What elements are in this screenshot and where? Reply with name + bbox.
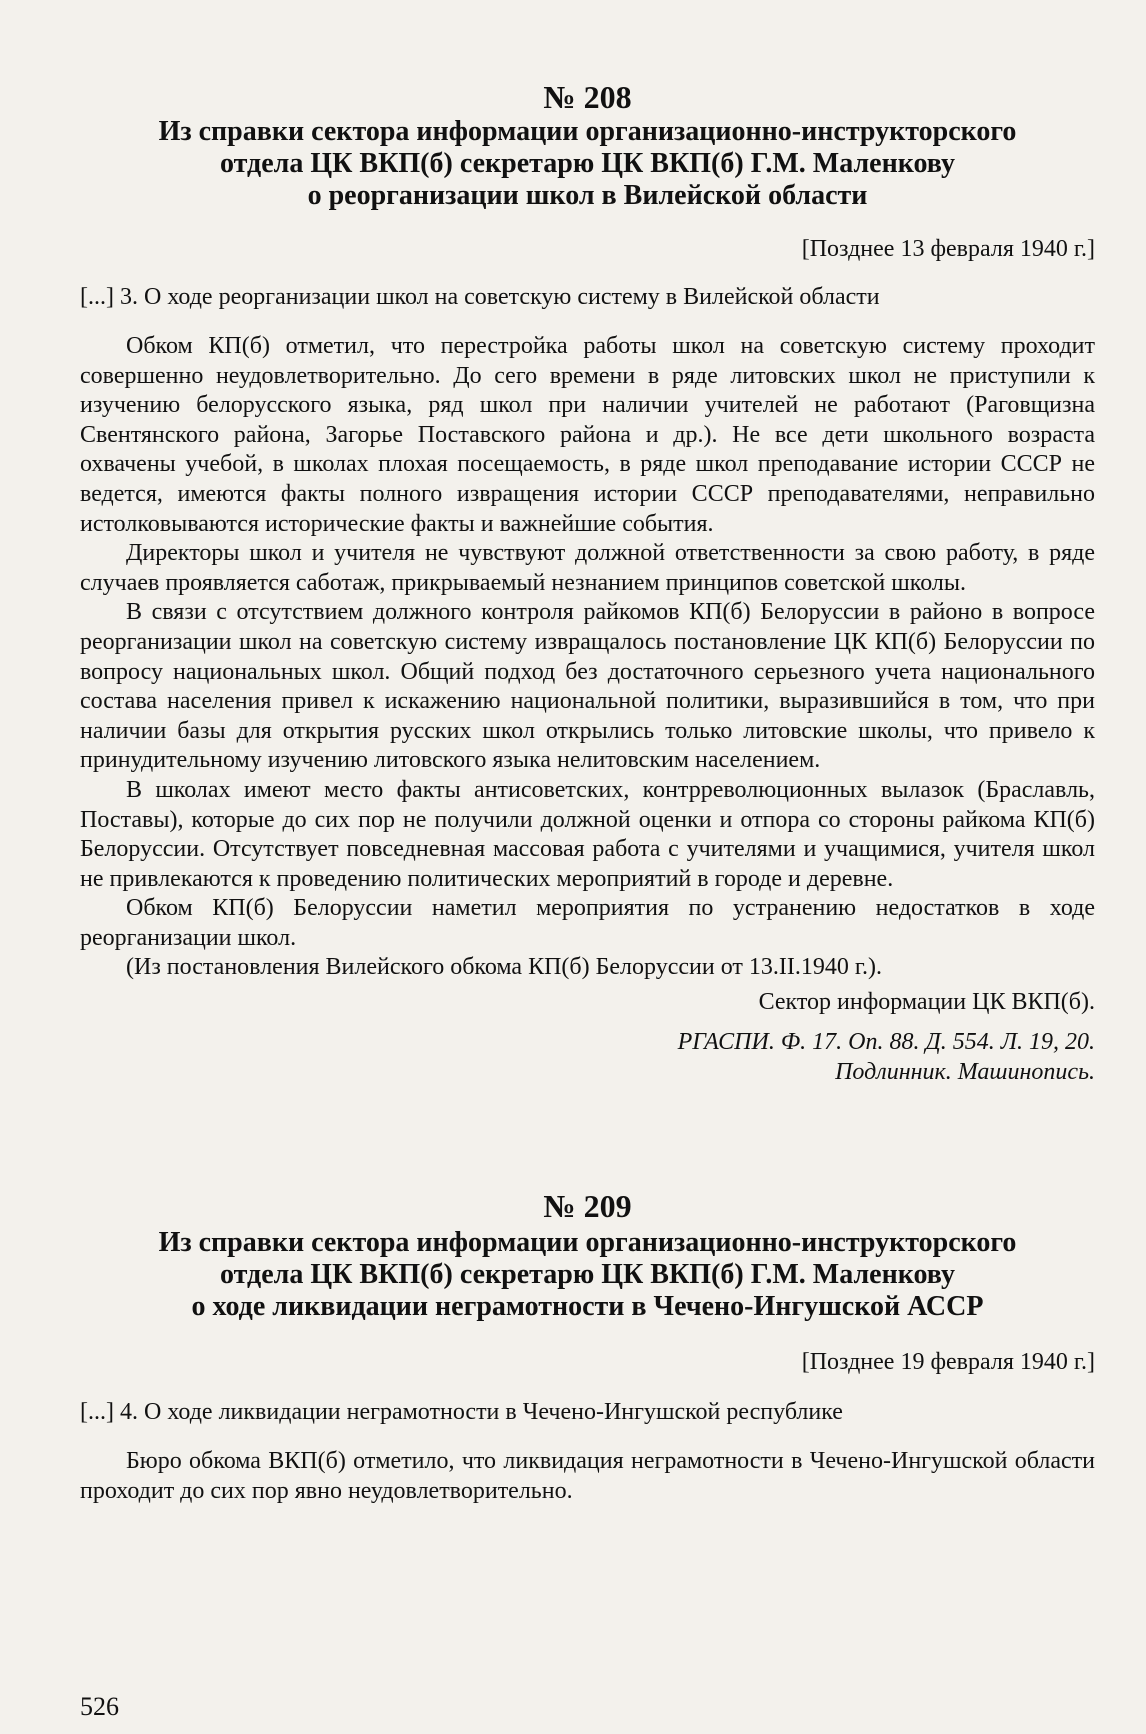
paragraph: Обком КП(б) Белоруссии наметил мероприятия по устранению недостатков в ходе реорганизации школ. xyxy=(80,895,1095,951)
doc-208-title-line: о реорганизации школ в Вилейской области xyxy=(307,180,868,211)
doc-208-note: Подлинник. Машинопись. xyxy=(835,1059,1095,1086)
doc-208-number: № 208 xyxy=(543,79,632,115)
paragraph: Обком КП(б) отметил, что перестройка работы школ на советскую систему проходит совершенно неудовлетворительно. До сего времени в ряде литовских школ не приступили к изучению белорусского языка, ряд школ при наличии учителей не работают (Раговщизна Свентянского района, Загорье Поставского района и др.). Не все дети школьного возраста охвачены учебой, в школах плохая посещаемость, в ряде школ преподавание истории СССР не ведется, имеются факты полного извращения истории СССР преподавателями, неправильно истолковываются исторические факты и важнейшие события. xyxy=(80,333,1095,537)
doc-208-date: [Позднее 13 февраля 1940 г.] xyxy=(801,236,1095,262)
page-content xyxy=(80,0,1095,1506)
paragraph: Директоры школ и учителя не чувствуют должной ответственности за свою работу, в ряде случаев проявляется саботаж, прикрываемый незнанием принципов советской школы. xyxy=(80,540,1095,596)
doc-209-body xyxy=(80,1447,1095,1506)
doc-208-subheading: [...] 3. О ходе реорганизации школ на советскую систему в Вилейской области xyxy=(80,284,880,310)
doc-208-archive: РГАСПИ. Ф. 17. Оп. 88. Д. 554. Л. 19, 20. xyxy=(677,1029,1095,1056)
doc-209-title xyxy=(80,1227,1095,1323)
paragraph: (Из постановления Вилейского обкома КП(б) Белоруссии от 13.II.1940 г.). xyxy=(126,954,882,981)
doc-209-title-line: о ходе ликвидации неграмотности в Чечено-Ингушской АССР xyxy=(191,1291,984,1323)
doc-209-title-line: отдела ЦК ВКП(б) секретарю ЦК ВКП(б) Г.М. Маленкову xyxy=(220,1259,955,1291)
doc-208-body xyxy=(80,332,1095,983)
doc-209-number: № 209 xyxy=(543,1188,632,1225)
doc-208-title xyxy=(80,116,1095,212)
paragraph: В связи с отсутствием должного контроля райкомов КП(б) Белоруссии в районо в вопросе реорганизации школ на советскую систему извращалось постановление ЦК КП(б) Белоруссии по вопросу национальных школ. Общий подход без достаточного серьезного учета национального состава населения привел к искажению национальной политики, выразившийся в том, что при наличии базы для открытия русских школ открылись только литовские школы, что привело к принудительному изучению литовского языка нелитовским населением. xyxy=(80,599,1095,774)
doc-208-signature: Сектор информации ЦК ВКП(б). xyxy=(758,989,1095,1016)
doc-208-title-line: Из справки сектора информации организационно-инструкторского xyxy=(158,116,1017,147)
doc-208-title-line: отдела ЦК ВКП(б) секретарю ЦК ВКП(б) Г.М. Маленкову xyxy=(220,148,955,179)
doc-209-date: [Позднее 19 февраля 1940 г.] xyxy=(801,1349,1095,1376)
doc-209-title-line: Из справки сектора информации организационно-инструкторского xyxy=(158,1227,1017,1259)
paragraph: Бюро обкома ВКП(б) отметило, что ликвидация неграмотности в Чечено-Ингушской области проходит до сих пор явно неудовлетворительно. xyxy=(80,1448,1095,1504)
paragraph: В школах имеют место факты антисоветских, контрреволюционных вылазок (Браславль, Поставы), которые до сих пор не получили должной оценки и отпора со стороны райкома КП(б) Белоруссии. Отсутствует повседневная массовая работа с учителями и учащимися, учителя школ не привлекаются к проведению политических мероприятий в городе и деревне. xyxy=(80,776,1095,892)
doc-209-subheading: [...] 4. О ходе ликвидации неграмотности в Чечено-Ингушской республике xyxy=(80,1399,843,1426)
page-number: 526 xyxy=(80,1692,119,1721)
